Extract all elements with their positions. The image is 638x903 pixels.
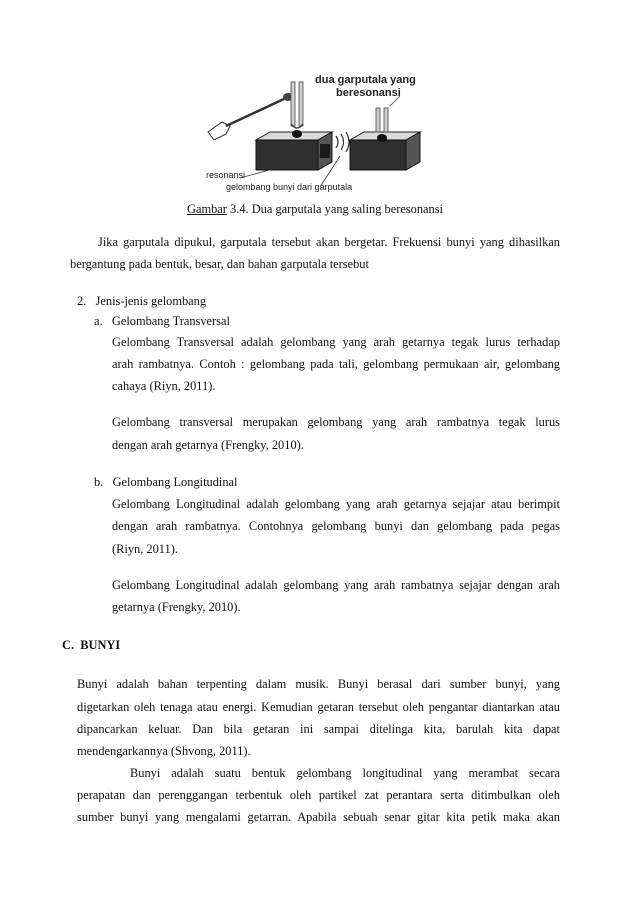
section-2-heading: 2. Jenis-jenis gelombang [77, 294, 207, 308]
left-fork-prong-2 [299, 82, 303, 126]
b-p1-line-1: Gelombang Longitudinal adalah gelombang yang arah getarnya sejajar atau berimpit [112, 497, 560, 511]
sound-waves [336, 132, 349, 152]
c-p2-line-1: Bunyi adalah suatu bentuk gelombang longitudinal yang merambat secara [130, 766, 560, 780]
b-p2-line-2: getarnya (Frengky, 2010). [112, 600, 241, 614]
a-p2-line-2: dengan arah getarnya (Frengky, 2010). [112, 438, 304, 452]
left-box-front [256, 140, 318, 170]
a-p1-line-1: Gelombang Transversal adalah gelombang yang arah getarnya tegak lurus terhadap [112, 335, 560, 349]
b-p1-line-2: dengan arah rambatnya. Contohnya gelombang bunyi dan gelombang pada pegas [112, 519, 560, 533]
a-p2-line-1: Gelombang transversal merupakan gelombang yang arah rambatnya tegak lurus [112, 415, 560, 429]
b-p2-line-1: Gelombang Longitudinal adalah gelombang yang arah rambatnya sejajar dengan arah [112, 578, 560, 592]
intro-line-2: bergantung pada bentuk, besar, dan bahan garputala tersebut [70, 257, 369, 271]
a-p1-line-3: cahaya (Riyn, 2011). [112, 379, 216, 393]
tuning-fork-figure [200, 60, 440, 195]
caption-text: 3.4. Dua garputala yang saling beresonansi [226, 202, 444, 216]
figure-label-top-2: beresonansi [336, 87, 401, 99]
right-fork-base [377, 134, 387, 142]
left-box-opening [320, 144, 330, 158]
right-box-front [350, 140, 406, 170]
subsection-b-heading: b. Gelombang Longitudinal [94, 475, 238, 489]
section-c-heading: C. BUNYI [62, 638, 121, 652]
figure-label-top-1: dua garputala yang [315, 74, 416, 86]
intro-line-1: Jika garputala dipukul, garputala tersebut akan bergetar. Frekuensi bunyi yang dihasilkan [98, 235, 560, 249]
left-fork-base [292, 130, 302, 138]
right-fork-prong-2 [384, 108, 388, 132]
c-p1-line-1: Bunyi adalah bahan terpenting dalam musik. Bunyi berasal dari sumber bunyi, yang [77, 677, 560, 691]
right-fork-prong-1 [376, 108, 380, 132]
figure-label-gelombang: gelombang bunyi dari garputala [226, 182, 353, 192]
figure-caption [187, 201, 443, 217]
c-p2-line-2: perapatan dan perenggangan terbentuk oleh partikel zat perantara serta ditimbulkan oleh [77, 788, 560, 802]
subsection-a-heading: a. Gelombang Transversal [94, 314, 230, 328]
caption-prefix: Gambar [187, 202, 227, 216]
a-p1-line-2: arah rambatnya. Contoh : gelombang pada tali, gelombang permukaan air, gelombang [112, 357, 560, 371]
c-p1-line-2: digetarkan oleh tenaga atau energi. Kemudian getaran tersebut oleh pengantar diantarkan atau [77, 700, 560, 714]
c-p2-line-3: sumber bunyi yang mengalami getarran. Apabila sebuah senar gitar kita petik maka akan [77, 810, 560, 824]
figure-label-resonansi: resonansi [206, 170, 246, 180]
c-p1-line-4: mendengarkannya (Shvong, 2011). [77, 744, 251, 758]
b-p1-line-3: (Riyn, 2011). [112, 542, 178, 556]
mallet-handle [226, 98, 286, 126]
left-fork-prong-1 [291, 82, 295, 126]
c-p1-line-3: dipancarkan keluar. Dan bila getaran ini sampai ditelinga kita, barulah kita dapat [77, 722, 560, 736]
